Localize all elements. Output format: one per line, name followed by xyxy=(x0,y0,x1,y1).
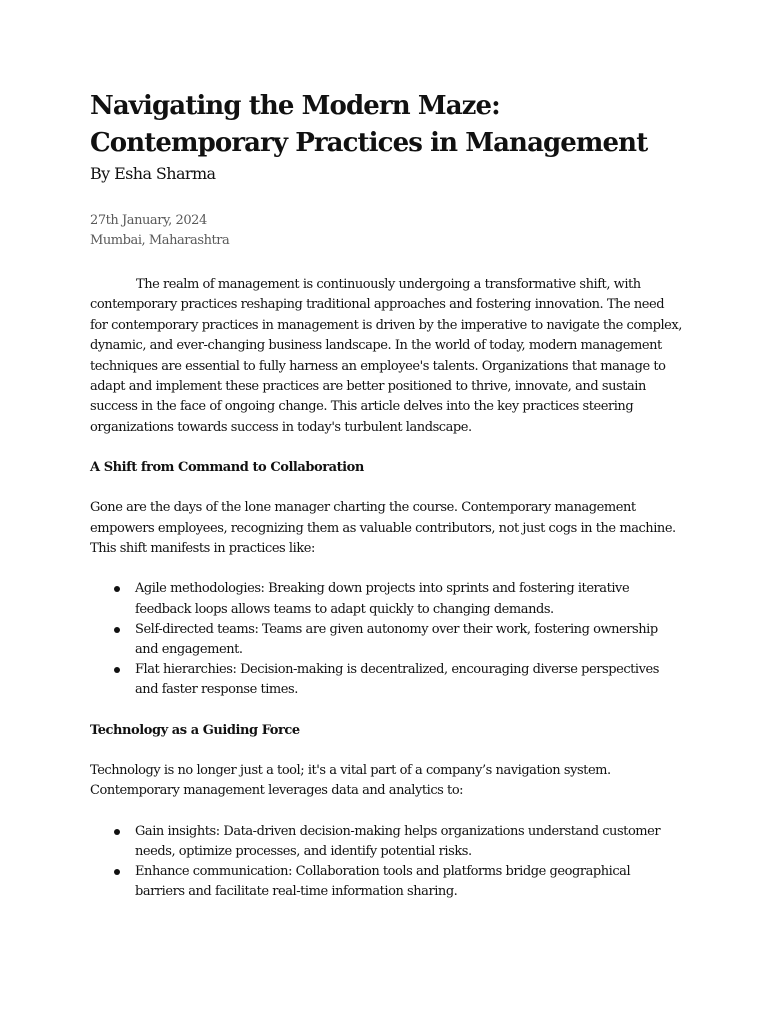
section-heading-collaboration: A Shift from Command to Collaboration xyxy=(90,460,364,476)
list-item-text: Agile methodologies: Breaking down projects into sprints and fostering iterative feedback loops allows teams to adapt quickly to changing demands. xyxy=(135,581,630,617)
section-paragraph-technology: Technology is no longer just a tool; it's a vital part of a company’s navigation system. Contemporary management leverages data and analytics to: xyxy=(90,762,611,799)
publish-date: 27th January, 2024 xyxy=(90,213,207,228)
bullet-icon xyxy=(114,869,120,875)
list-item-text: Self-directed teams: Teams are given autonomy over their work, fostering ownership and engagement. xyxy=(135,621,658,658)
list-item xyxy=(90,822,682,862)
list-item-text: Gain insights: Data-driven decision-making helps organizations understand customer needs, optimize processes, and identify potential risks. xyxy=(135,823,661,859)
author-byline: By Esha Sharma xyxy=(90,164,216,183)
article-page xyxy=(90,88,682,902)
title-line-1: Navigating the Modern Maze: xyxy=(90,91,500,121)
bullet-icon xyxy=(114,586,120,592)
title-line-2: Contemporary Practices in Management xyxy=(90,128,648,158)
section-heading-technology: Technology as a Guiding Force xyxy=(90,722,300,738)
publish-location: Mumbai, Maharashtra xyxy=(90,233,230,248)
list-item xyxy=(90,660,682,700)
bullet-list-technology xyxy=(90,822,682,903)
bullet-icon xyxy=(114,667,120,673)
list-item xyxy=(90,620,682,660)
section-paragraph-collaboration: Gone are the days of the lone manager charting the course. Contemporary management empowers employees, recognizing them as valuable contributors, not just cogs in the machine. This shift manifests in practices like: xyxy=(90,500,676,557)
list-item xyxy=(90,579,682,619)
article-title xyxy=(90,88,682,162)
bullet-icon xyxy=(114,627,120,633)
list-item xyxy=(90,862,682,902)
bullet-icon xyxy=(114,829,120,835)
intro-paragraph: The realm of management is continuously undergoing a transformative shift, with contemporary practices reshaping traditional approaches and fostering innovation. The need for contemporary practices in management is driven by the imperative to navigate the complex, dynamic, and ever-changing business landscape. In the world of today, modern management techniques are essential to fully harness an employee's talents. Organizations that manage to adapt and implement these practices are better positioned to thrive, innovate, and sustain success in the face of ongoing change. This article delves into the key practices steering organizations towards success in today's turbulent landscape. xyxy=(90,277,682,435)
list-item-text: Flat hierarchies: Decision-making is decentralized, encouraging diverse perspectives and faster response times. xyxy=(135,662,659,698)
bullet-list-collaboration xyxy=(90,579,682,700)
list-item-text: Enhance communication: Collaboration tools and platforms bridge geographical barriers and facilitate real-time information sharing. xyxy=(135,863,631,900)
article-meta xyxy=(90,211,682,251)
